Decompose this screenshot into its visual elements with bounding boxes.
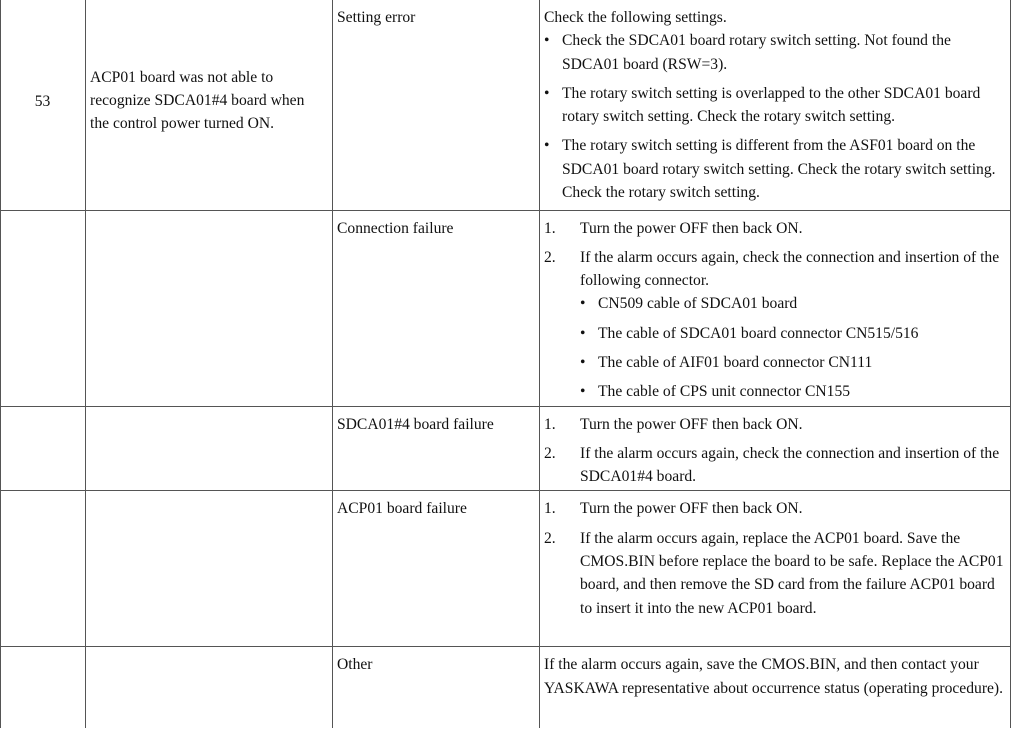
cause-label: Setting error [337, 9, 416, 26]
table-row-board-failure [1, 406, 1011, 491]
bullet-icon: • [544, 84, 550, 102]
alarm-description-cell [86, 0, 333, 210]
remedy-bullet-text: The rotary switch setting is different from the ASF01 board on the SDCA01 board rotary switch setting. Check the rotary switch setting. Check the rotary switch setting. [562, 137, 996, 202]
step-number: 1. [544, 415, 556, 433]
cause-cell [333, 491, 540, 647]
alarm-number-cell [1, 647, 86, 728]
step-number: 1. [544, 500, 556, 518]
cause-cell [333, 406, 540, 491]
alarm-description: ACP01 board was not able to recognize SDCA01#4 board when the control power turned ON. [90, 68, 305, 133]
remedy-step [544, 246, 1005, 404]
bullet-icon: • [580, 353, 586, 371]
cause-label: ACP01 board failure [337, 500, 467, 518]
step-text: If the alarm occurs again, replace the ACP01 board. Save the CMOS.BIN before replace the board to be safe. Replace the ACP01 board, and then remove the SD card from the failure ACP01 board to insert it into the new ACP01 board. [580, 529, 1004, 617]
alarm-number: 53 [34, 93, 51, 111]
alarm-description-cell [86, 647, 333, 728]
connector-item [580, 292, 1005, 315]
bullet-icon: • [580, 324, 586, 342]
alarm-number-cell [1, 406, 86, 491]
alarm-description-cell [86, 210, 333, 406]
step-text: Turn the power OFF then back ON. [580, 415, 803, 433]
remedy-cell [540, 491, 1011, 647]
table-row-other [1, 647, 1011, 728]
connector-text: The cable of SDCA01 board connector CN515/516 [598, 324, 919, 342]
remedy-bullet-text: Check the SDCA01 board rotary switch setting. Not found the SDCA01 board (RSW=3). [562, 32, 951, 73]
cause-cell [333, 0, 540, 210]
alarm-number-cell [1, 210, 86, 406]
remedy-text: If the alarm occurs again, save the CMOS.BIN, and then contact your YASKAWA representative about occurrence status (operating procedure). [544, 656, 1004, 697]
connector-text: The cable of AIF01 board connector CN111 [598, 353, 873, 371]
connector-item [580, 322, 1005, 345]
alarm-description-cell [86, 406, 333, 491]
step-number: 2. [544, 529, 556, 547]
remedy-bullet-text: The rotary switch setting is overlapped to the other SDCA01 board rotary switch setting. Check the rotary switch setting. [562, 84, 981, 126]
bullet-icon: • [580, 383, 586, 401]
table-row-connection-failure [1, 210, 1011, 406]
alarm-number-cell [1, 491, 86, 647]
remedy-step-list [544, 217, 1005, 404]
remedy-step [544, 527, 1005, 620]
remedy-bullet-item [544, 82, 1005, 129]
connector-text: The cable of CPS unit connector CN155 [598, 383, 851, 401]
remedy-step [544, 217, 1005, 240]
step-number: 1. [544, 219, 556, 237]
step-number: 2. [544, 248, 556, 266]
remedy-step [544, 442, 1005, 489]
connector-item [580, 351, 1005, 374]
step-text: Turn the power OFF then back ON. [580, 219, 803, 237]
remedy-step [544, 497, 1005, 520]
alarm-description-cell [86, 491, 333, 647]
cause-label: SDCA01#4 board failure [337, 415, 494, 433]
bullet-icon: • [544, 137, 550, 155]
remedy-step-list [544, 497, 1005, 619]
step-text: If the alarm occurs again, check the connection and insertion of the SDCA01#4 board. [580, 444, 1000, 486]
cause-label: Connection failure [337, 219, 454, 237]
table-row-setting-error [1, 0, 1011, 210]
cause-label: Other [337, 656, 373, 674]
table-row-acp01-failure [1, 491, 1011, 647]
bullet-icon: • [580, 295, 586, 313]
bullet-icon: • [544, 32, 550, 50]
alarm-number-cell [1, 0, 86, 210]
step-number: 2. [544, 444, 556, 462]
remedy-bullet-item [544, 29, 1005, 76]
remedy-cell [540, 406, 1011, 491]
remedy-cell [540, 647, 1011, 728]
remedy-step-list [544, 413, 1005, 489]
remedy-bullet-item [544, 134, 1005, 204]
connector-list [580, 292, 1005, 403]
remedy-cell [540, 0, 1011, 210]
step-text: Turn the power OFF then back ON. [580, 500, 803, 518]
cause-cell [333, 210, 540, 406]
remedy-cell [540, 210, 1011, 406]
step-text: If the alarm occurs again, check the connection and insertion of the following connector. [580, 248, 1000, 290]
remedy-intro: Check the following settings. [544, 9, 727, 26]
connector-text: CN509 cable of SDCA01 board [598, 295, 798, 313]
remedy-bullet-list [544, 29, 1005, 204]
cause-cell [333, 647, 540, 728]
remedy-step [544, 413, 1005, 436]
connector-item [580, 380, 1005, 403]
